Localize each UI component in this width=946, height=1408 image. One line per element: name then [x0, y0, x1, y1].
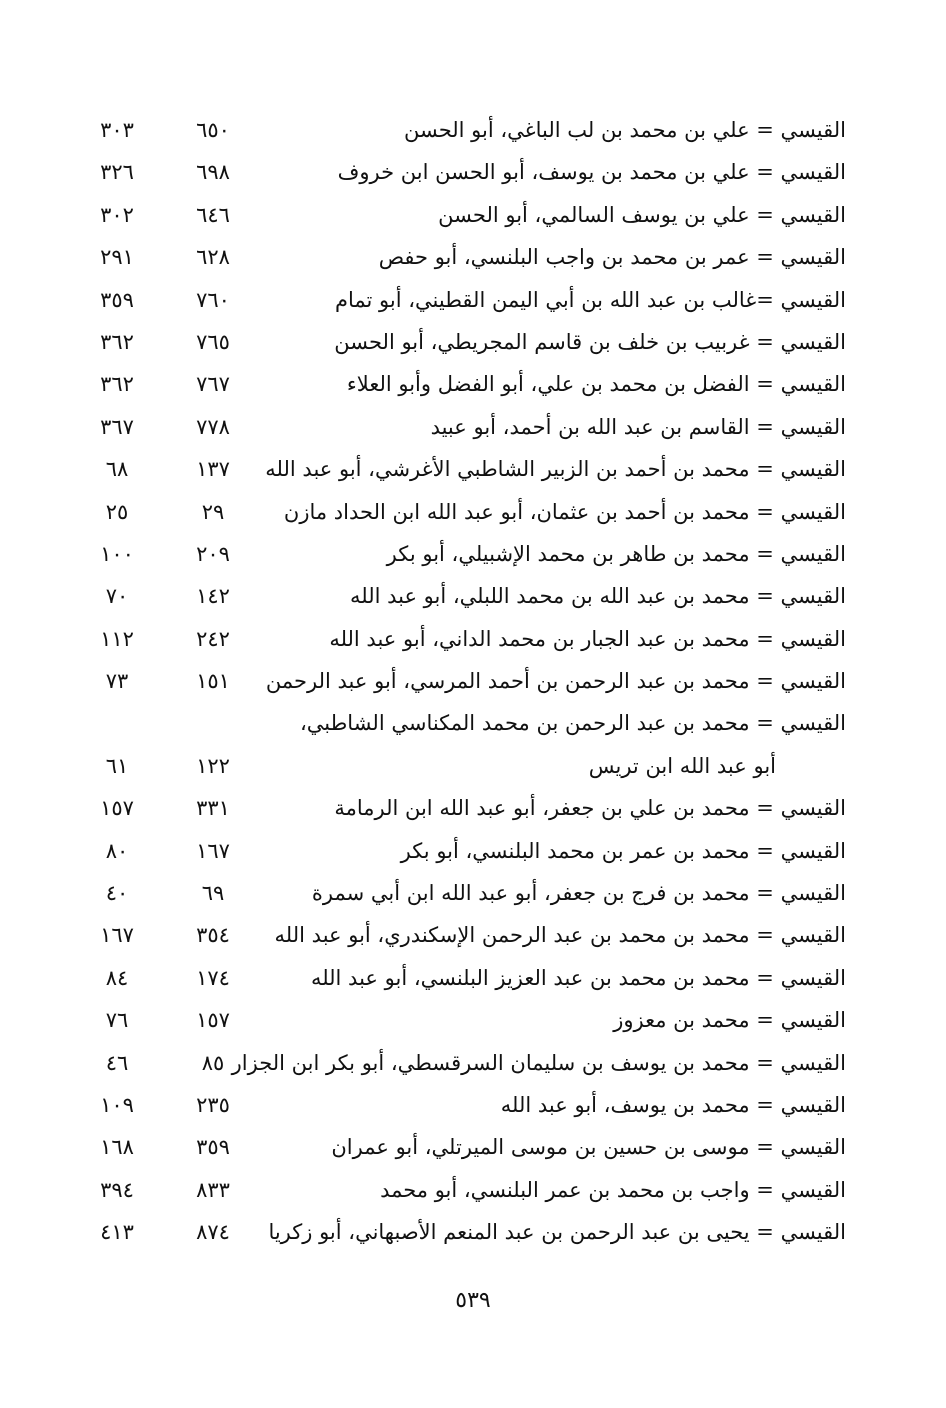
entry-name: القيسي = محمد بن عبد الله بن محمد اللبلي، أبو عبد الله	[349, 584, 846, 609]
entry-name: القيسي = الفضل بن محمد بن علي، أبو الفضل وأبو العلاء	[346, 372, 846, 397]
entry-page: ٣٦٢	[100, 372, 134, 397]
entry-page: ٢٥	[105, 499, 129, 524]
entry-number: ١٢٢	[196, 753, 230, 778]
entry-number: ٢٠٩	[196, 541, 230, 566]
entry-name: القيسي = يحيى بن عبد الرحمن بن عبد المنعم الأصبهاني، أبو زكريا	[268, 1220, 846, 1245]
entry-number: ٣٣١	[196, 796, 230, 821]
entry-name: القيسي = محمد بن أحمد بن الزبير الشاطبي الأغرشي، أبو عبد الله	[265, 457, 846, 482]
entry-page: ٨٠	[105, 838, 129, 863]
entry-page: ٤١٣	[100, 1220, 134, 1245]
entry-number: ٨٧٤	[196, 1220, 230, 1245]
entry-page: ٧٦	[105, 1008, 129, 1033]
entry-page: ١٠٩	[100, 1092, 134, 1117]
entry-name: القيسي = موسى بن حسين بن موسى الميرتلي، أبو عمران	[331, 1135, 846, 1160]
entry-page: ١١٢	[100, 626, 134, 651]
index-entry	[0, 960, 946, 1002]
entry-name: القيسي = محمد بن معزوز	[613, 1008, 846, 1033]
entry-name: القيسي = محمد بن فرج بن جعفر، أبو عبد الله ابن أبي سمرة	[311, 881, 846, 906]
entry-number: ٣٥٤	[196, 923, 230, 948]
entry-page: ٣٩٤	[100, 1177, 134, 1202]
index-entry	[0, 748, 946, 790]
index-entry	[0, 663, 946, 705]
entry-name: القيسي = علي بن محمد بن يوسف، أبو الحسن ابن خروف	[337, 160, 846, 185]
entry-number: ١٦٧	[196, 838, 230, 863]
index-entry	[0, 578, 946, 620]
entry-number: ٧٦٧	[196, 372, 230, 397]
entry-number: ٨٣٣	[196, 1177, 230, 1202]
entry-page: ٤٠	[105, 881, 129, 906]
entry-number: ١٥٧	[196, 1008, 230, 1033]
entry-name: القيسي = محمد بن يوسف بن سليمان السرقسطي، أبو بكر ابن الجزار	[231, 1050, 846, 1075]
entry-page: ١٦٧	[100, 923, 134, 948]
index-entry	[0, 366, 946, 408]
index-entry	[0, 1214, 946, 1256]
entry-name: القيسي =غالب بن عبد الله بن أبي اليمن القطيني، أبو تمام	[334, 287, 846, 312]
entry-page: ٣٦٢	[100, 329, 134, 354]
entry-name: القيسي = محمد بن طاهر بن محمد الإشبيلي، أبو بكر	[386, 541, 846, 566]
entry-number: ٦٢٨	[196, 245, 230, 270]
entry-page: ١٥٧	[100, 796, 134, 821]
entry-page: ١٦٨	[100, 1135, 134, 1160]
index-list	[0, 112, 946, 1257]
index-entry	[0, 875, 946, 917]
index-entry	[0, 154, 946, 196]
entry-number: ٣٥٩	[196, 1135, 230, 1160]
entry-number: ٦٩٨	[196, 160, 230, 185]
index-entry	[0, 409, 946, 451]
entry-name: القيسي = علي بن محمد بن لب الباغي، أبو الحسن	[403, 118, 846, 142]
entry-number: ١٤٢	[196, 584, 230, 609]
entry-page: ٣٥٩	[100, 287, 134, 312]
entry-page: ٣٠٢	[100, 202, 134, 227]
entry-name: القيسي = محمد بن محمد بن عبد العزيز البلنسي، أبو عبد الله	[310, 965, 846, 990]
entry-number: ٧٦٠	[196, 287, 230, 312]
index-entry	[0, 197, 946, 239]
index-entry	[0, 790, 946, 832]
entry-page: ٣٢٦	[100, 160, 134, 185]
index-entry	[0, 494, 946, 536]
entry-name: القيسي = واجب بن محمد بن عمر البلنسي، أبو محمد	[380, 1177, 846, 1202]
index-entry	[0, 1087, 946, 1129]
entry-page: ٨٤	[105, 965, 129, 990]
entry-number: ٦٥٠	[196, 118, 230, 142]
entry-name: القيسي = عمر بن محمد بن واجب البلنسي، أبو حفص	[378, 245, 846, 270]
entry-number: ٢٩	[201, 499, 225, 524]
entry-number: ٦٤٦	[196, 202, 230, 227]
entry-page: ٣٠٣	[100, 118, 134, 142]
index-entry	[0, 1002, 946, 1044]
entry-name: القيسي = علي بن يوسف السالمي، أبو الحسن	[438, 202, 846, 227]
entry-name: القيسي = محمد بن أحمد بن عثمان، أبو عبد الله ابن الحداد مازن	[283, 499, 846, 524]
entry-number: ٦٩	[201, 881, 225, 906]
entry-number: ٢٤٢	[196, 626, 230, 651]
page-number: ٥٣٩	[455, 1288, 491, 1313]
entry-name: القيسي = محمد بن علي بن جعفر، أبو عبد الله ابن الرمامة	[334, 796, 846, 821]
index-entry	[0, 239, 946, 281]
entry-page: ٧٣	[105, 669, 129, 694]
entry-page: ٦٨	[105, 457, 129, 482]
index-entry	[0, 833, 946, 875]
entry-number: ٨٥	[201, 1050, 225, 1075]
index-entry	[0, 1172, 946, 1214]
entry-page: ٢٩١	[100, 245, 134, 270]
index-entry	[0, 112, 946, 154]
entry-name: القيسي = محمد بن محمد بن عبد الرحمن الإسكندري، أبو عبد الله	[274, 923, 846, 948]
entry-page: ٤٦	[105, 1050, 129, 1075]
index-entry	[0, 1129, 946, 1171]
entry-name: القيسي = القاسم بن عبد الله بن أحمد، أبو عبيد	[430, 414, 846, 439]
entry-number: ٧٦٥	[196, 329, 230, 354]
entry-name: القيسي = محمد بن عبد الرحمن بن أحمد المرسي، أبو عبد الرحمن	[265, 669, 846, 694]
entry-name: القيسي = غربيب بن خلف بن قاسم المجريطي، أبو الحسن	[334, 329, 846, 354]
entry-page: ٣٦٧	[100, 414, 134, 439]
index-entry	[0, 705, 946, 747]
index-entry	[0, 536, 946, 578]
entry-number: ٢٣٥	[196, 1092, 230, 1117]
entry-page: ١٠٠	[100, 541, 134, 566]
entry-page: ٦١	[105, 753, 129, 778]
index-entry	[0, 1045, 946, 1087]
entry-name: القيسي = محمد بن عبد الرحمن بن محمد المكناسي الشاطبي،	[299, 711, 846, 736]
entry-name: أبو عبد الله ابن تريس	[588, 753, 776, 778]
index-entry	[0, 451, 946, 493]
index-entry	[0, 917, 946, 959]
index-entry	[0, 324, 946, 366]
entry-name: القيسي = محمد بن عمر بن محمد البلنسي، أبو بكر	[400, 838, 846, 863]
entry-number: ١٥١	[196, 669, 230, 694]
entry-number: ١٣٧	[196, 457, 230, 482]
index-entry	[0, 282, 946, 324]
entry-page: ٧٠	[105, 584, 129, 609]
index-entry	[0, 621, 946, 663]
entry-number: ٧٧٨	[196, 414, 230, 439]
entry-number: ١٧٤	[196, 965, 230, 990]
entry-name: القيسي = محمد بن عبد الجبار بن محمد الداني، أبو عبد الله	[329, 626, 846, 651]
entry-name: القيسي = محمد بن يوسف، أبو عبد الله	[500, 1092, 846, 1117]
